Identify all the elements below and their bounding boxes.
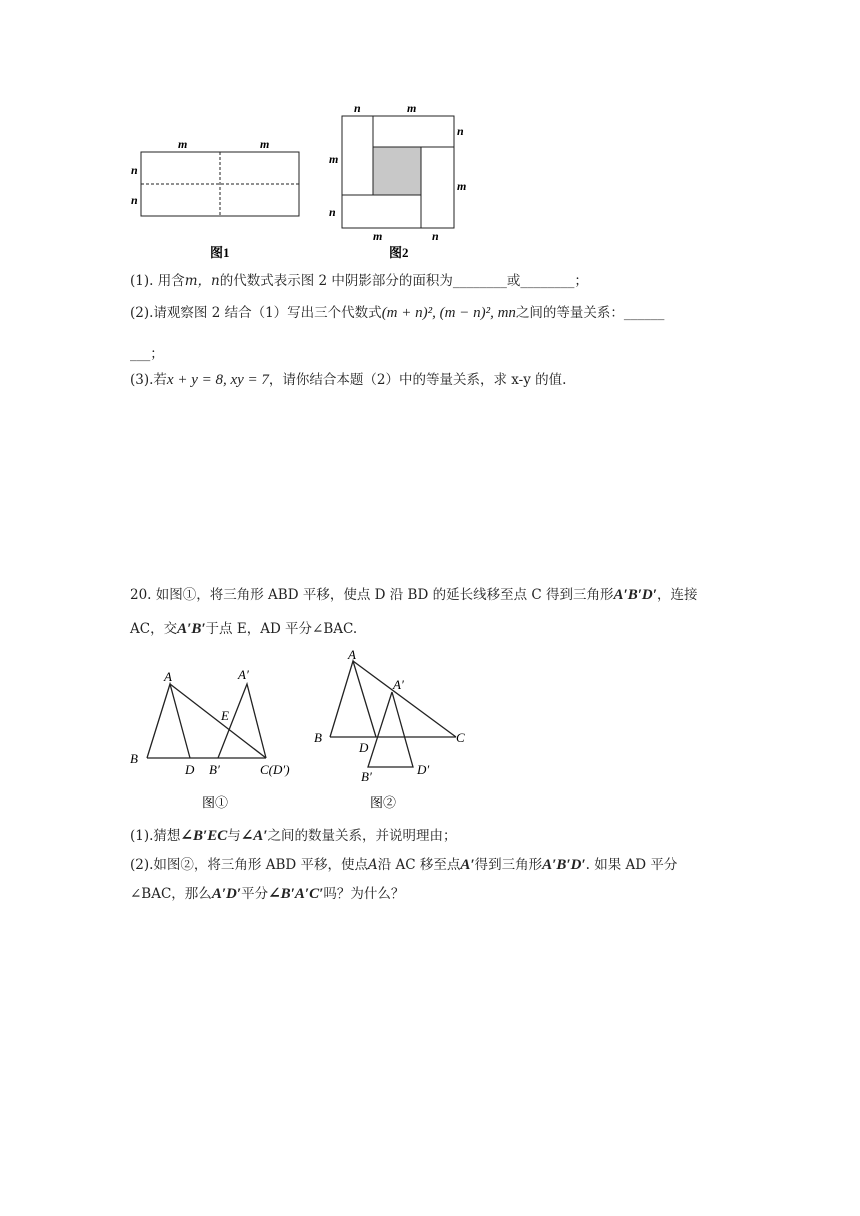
fig1-label-m-right: m [260, 137, 270, 151]
fig2-point-B: B [314, 730, 322, 745]
q20-part1: (1).猜想∠B′EC与∠A′之间的数量关系，并说明理由； [130, 828, 457, 844]
fig2-label-left-n: n [329, 205, 336, 219]
q20-part2-continued: ∠BAC，那么A′D′平分∠B′A′C′吗？为什么？ [130, 886, 405, 902]
fig2-label-right-n: n [457, 124, 464, 138]
fig1-point-E: E [221, 708, 229, 723]
fig1-label-n-bottom: n [131, 193, 138, 207]
fig2-label-left-m: m [329, 152, 339, 166]
fig1-label-m-left: m [178, 137, 188, 151]
fig1-label-n-top: n [131, 163, 138, 177]
figure-1-rectangle [120, 130, 320, 265]
fig2-label-top-n: n [354, 101, 361, 115]
q19-part2-continued: ___； [130, 346, 164, 362]
q19-part2: (2).请观察图 2 结合（1）写出三个代数式(m + n)², (m − n)², mn之间的等量关系：______ [130, 305, 665, 321]
q19-part3: (3).若x + y = 8, xy = 7，请你结合本题（2）中的等量关系，求 x-y 的值. [130, 372, 567, 388]
q20-stem-line2: AC，交A′B′于点 E，AD 平分∠BAC. [130, 621, 358, 637]
fig2-caption: 图② [370, 795, 397, 810]
fig1-point-D: D [185, 762, 195, 777]
fig1-caption: 图1 [210, 245, 230, 260]
fig2-point-D-prime: D′ [417, 762, 430, 777]
fig2-point-A: A [348, 647, 356, 662]
figure-triangles-1 [120, 650, 310, 815]
fig1-point-A: A [164, 669, 172, 684]
q19-part1: (1). 用含m，n的代数式表示图 2 中阴影部分的面积为________或________； [130, 273, 588, 289]
q20-stem-line1: 20. 如图①，将三角形 ABD 平移，使点 D 沿 BD 的延长线移至点 C 得到三角形A′B′D′，连接 [130, 587, 698, 603]
fig2-label-right-m: m [457, 179, 467, 193]
fig2-point-D: D [359, 740, 369, 755]
fig2-label-top-m: m [407, 101, 417, 115]
fig1-point-B-prime: B′ [209, 762, 220, 777]
fig2-caption: 图2 [389, 245, 409, 260]
fig1-caption: 图① [202, 795, 229, 810]
q20-part2: (2).如图②，将三角形 ABD 平移，使点A沿 AC 移至点A′得到三角形A′B′D′. 如果 AD 平分 [130, 857, 678, 873]
figure-triangles-2 [306, 645, 476, 817]
fig2-label-bottom-m: m [373, 229, 383, 243]
fig2-point-B-prime: B′ [361, 769, 372, 784]
figure-2-square [320, 98, 480, 266]
fig1-point-A-prime: A′ [238, 667, 249, 682]
fig2-label-bottom-n: n [432, 229, 439, 243]
fig1-point-B: B [130, 751, 138, 766]
fig1-point-C-D-prime: C(D′) [260, 762, 290, 777]
fig2-point-A-prime: A′ [393, 677, 404, 692]
fig2-point-C: C [456, 730, 465, 745]
